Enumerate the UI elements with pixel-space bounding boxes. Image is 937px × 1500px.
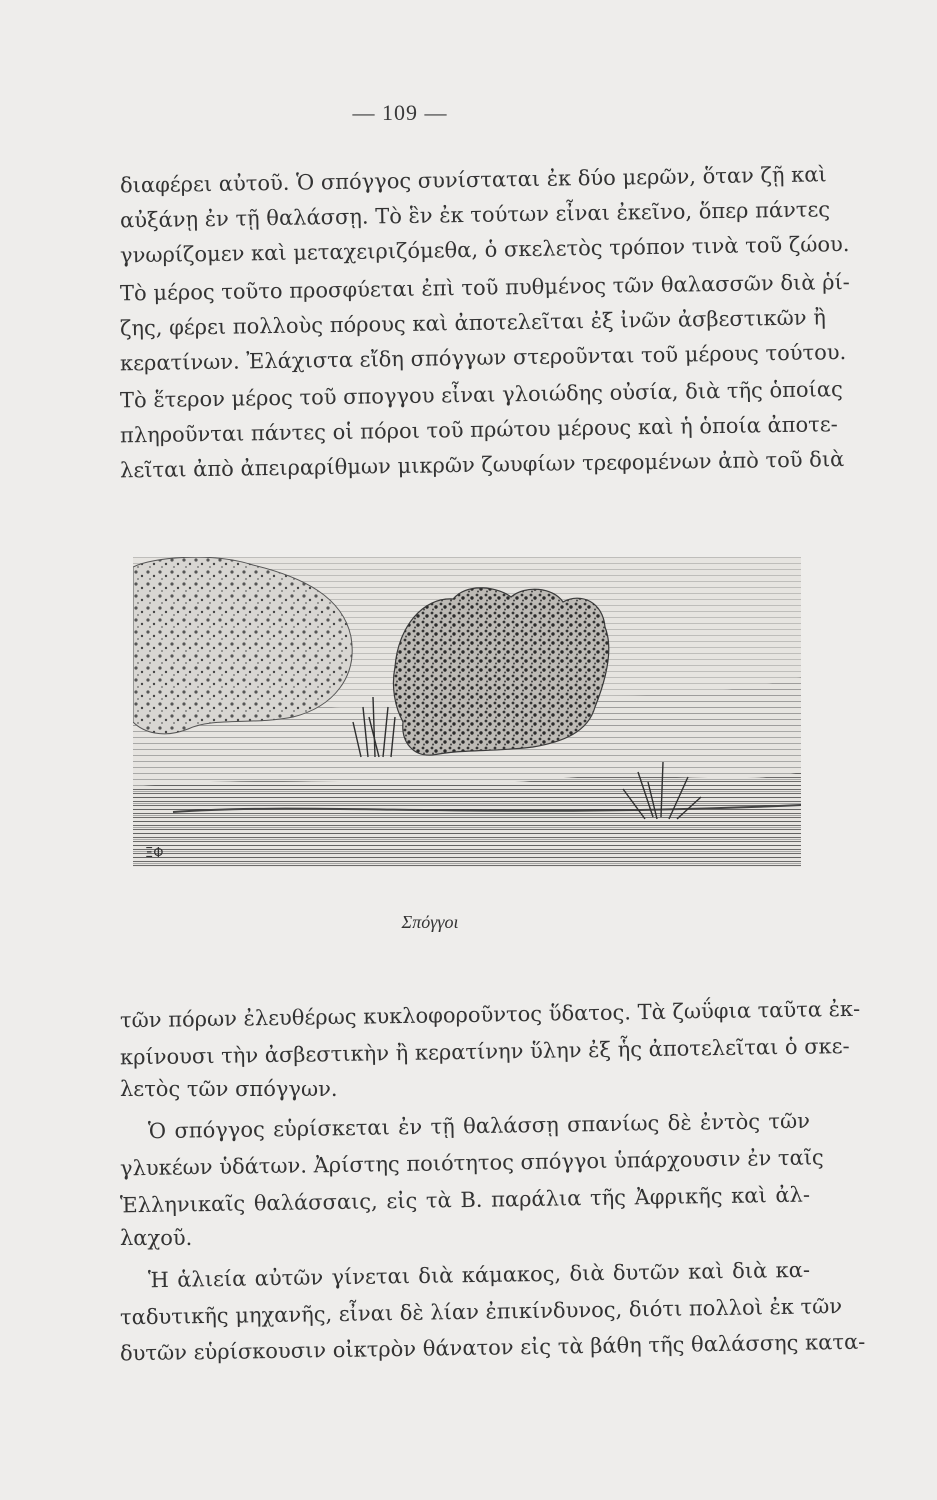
text-line: κρίνουσι τὴν ἀσβεστικὴν ἢ κερατίνην ὕλην ἐξ ἧς ἀποτελεῖται ὁ σκε- xyxy=(119,1033,850,1070)
text-line: Τὸ μέρος τοῦτο προσφύεται ἐπὶ τοῦ πυθμένος τῶν θαλασσῶν διὰ ῥί- xyxy=(119,269,850,306)
text-line: πληροῦνται πάντες οἱ πόροι τοῦ πρώτου μέρους καὶ ἡ ὁποία ἀποτε- xyxy=(119,412,838,448)
engraver-monogram: ΞΦ xyxy=(145,846,164,861)
text-line: Τὸ ἕτερον μέρος τοῦ σπογγου εἶναι γλοιώδης οὐσία, διὰ τῆς ὁποίας xyxy=(119,377,843,413)
sponge-illustration xyxy=(133,557,801,867)
text-line: Ἑλληνικαῖς θαλάσσαις, εἰς τὰ Β. παράλια τῆς Ἀφρικῆς καὶ ἀλ- xyxy=(119,1182,811,1218)
text-line: κερατίνων. Ἐλάχιστα εἴδη σπόγγων στεροῦνται τοῦ μέρους τούτου. xyxy=(119,340,847,376)
text-line: διαφέρει αὐτοῦ. Ὁ σπόγγος συνίσταται ἐκ δύο μερῶν, ὅταν ζῇ καὶ xyxy=(119,162,827,198)
sponge-engraving xyxy=(133,557,801,867)
text-line: γλυκέων ὑδάτων. Ἀρίστης ποιότητος σπόγγοι ὑπάρχουσιν ἐν ταῖς xyxy=(119,1145,824,1181)
text-line: ζης, φέρει πολλοὺς πόρους καὶ ἀποτελεῖται ἐξ ἰνῶν ἀσβεστικῶν ἢ xyxy=(119,305,827,341)
page-number: — 109 — xyxy=(352,100,448,125)
text-line: λετὸς τῶν σπόγγων. xyxy=(120,1077,338,1101)
text-line: λαχοῦ. xyxy=(120,1226,193,1250)
text-line: ταδυτικῆς μηχανῆς, εἶναι δὲ λίαν ἐπικίνδυνος, διότι πολλοὶ ἐκ τῶν xyxy=(119,1294,843,1330)
text-line: τῶν πόρων ἐλευθέρως κυκλοφοροῦντος ὕδατος. Τὰ ζωΰφια ταῦτα ἐκ- xyxy=(119,996,861,1033)
figure-caption: Σπόγγοι xyxy=(401,912,459,932)
text-line: γνωρίζομεν καὶ μεταχειριζόμεθα, ὁ σκελετὸς τρόπον τινὰ τοῦ ζώου. xyxy=(119,231,850,268)
text-line: Ὁ σπόγγος εὑρίσκεται ἐν τῇ θαλάσσῃ σπανίως δὲ ἐντὸς τῶν xyxy=(147,1108,811,1144)
text-line: Ἡ ἁλιεία αὐτῶν γίνεται διὰ κάμακος, διὰ δυτῶν καὶ διὰ κα- xyxy=(147,1257,811,1293)
text-line: αὐξάνῃ ἐν τῇ θαλάσσῃ. Τὸ ἓν ἐκ τούτων εἶναι ἐκεῖνο, ὅπερ πάντες xyxy=(119,197,831,233)
text-line: λεῖται ἀπὸ ἀπειραρίθμων μικρῶν ζωυφίων τρεφομένων ἀπὸ τοῦ διὰ xyxy=(119,447,845,483)
text-line: δυτῶν εὑρίσκουσιν οἰκτρὸν θάνατον εἰς τὰ βάθη τῆς θαλάσσης κατα- xyxy=(119,1329,866,1366)
